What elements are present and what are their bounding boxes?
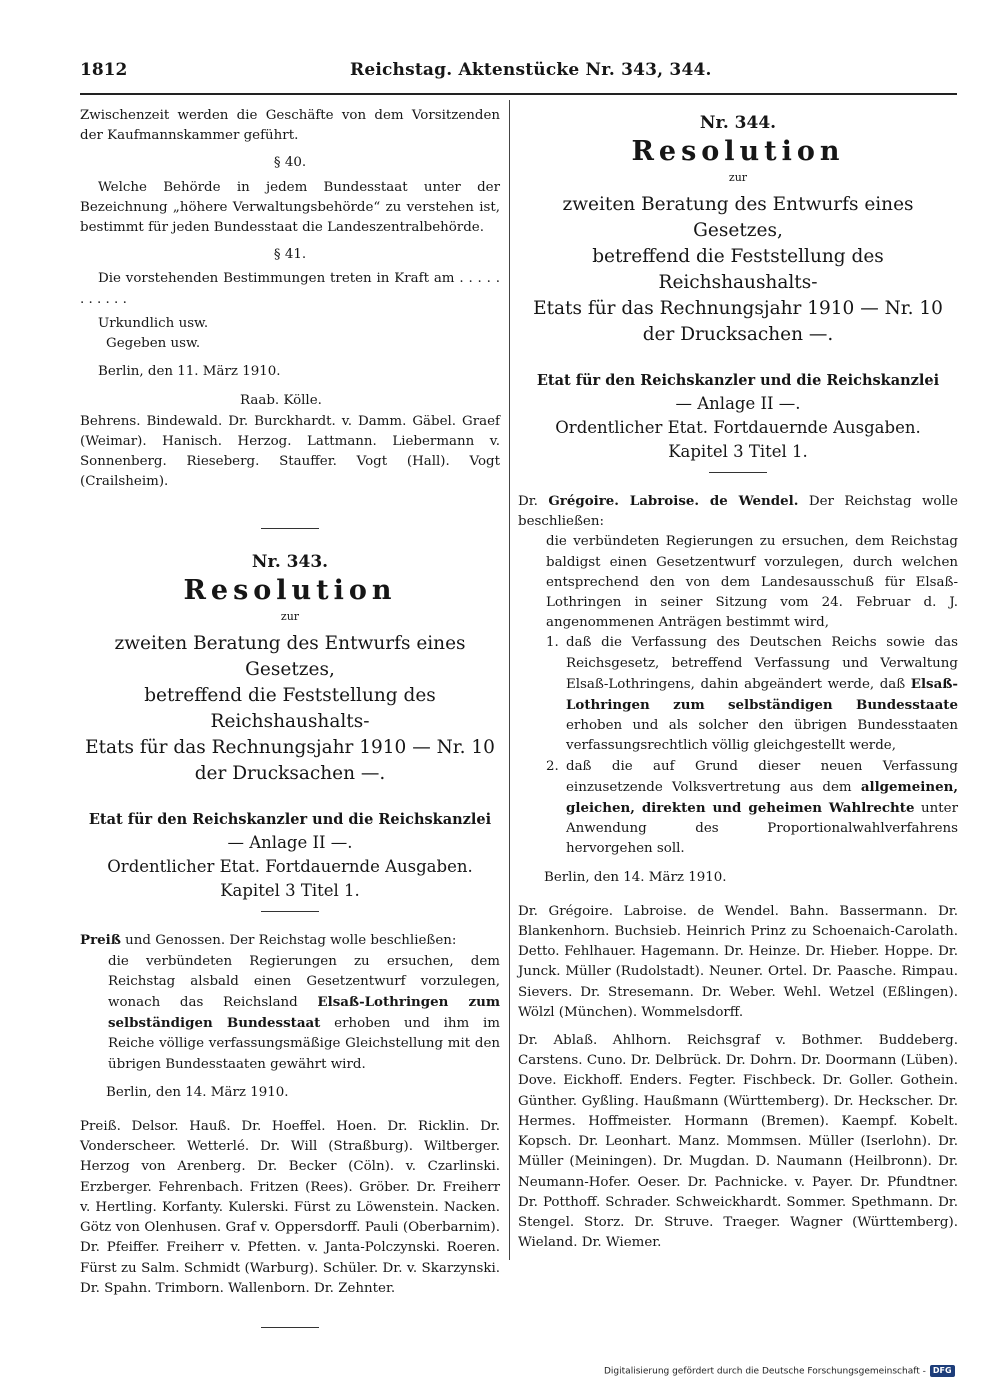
motion-item-1 (546, 633, 958, 756)
closing-formula-2: Gegeben usw. (106, 336, 201, 352)
separator-rule (261, 911, 319, 912)
section-40-text: Welche Behörde in jedem Bundesstaat unter der Bezeichnung „höhere Verwaltungsbehörde“ zu verstehen ist, bestimmt für jeden Bundesstaat die Landeszentralbehörde. (80, 179, 500, 236)
zur-label: zur (728, 171, 748, 184)
page-header (80, 60, 712, 86)
mover-rest: und Genossen. Der Reichstag wolle beschließen: (120, 933, 457, 949)
subject-line-2: betreffend die Feststellung des Reichshaushalts- (592, 246, 884, 293)
subject-line-2: betreffend die Feststellung des Reichshaushalts- (144, 685, 436, 733)
item-emphasis: allgemeinen, gleichen, direkten und geheimen Wahlrechte (566, 778, 958, 817)
section-41-text: Die vorstehenden Bestimmungen treten in Kraft am . . . . . . . . . . . (80, 271, 500, 307)
item-text-part: erhoben und als solcher den übrigen Bundesstaaten verfassungsrechtlich völlig gleichgestellt werde, (566, 718, 958, 754)
credit-text: Digitalisierung gefördert durch die Deutsche Forschungsgemeinschaft - (604, 1366, 926, 1377)
budget-heading: Etat für den Reichskanzler und die Reichskanzlei (88, 811, 492, 829)
motion-text (108, 952, 500, 1075)
motion-intro: die verbündeten Regierungen zu ersuchen, dem Reichstag baldigst einen Gesetzentwurf vorzulegen, durch welchen entsprechend den von dem Landesausschuß für Elsaß-Lothringen in seiner Sitzung vom 24. Februar d. J. angenommenen Anträgen bestimmt wird, (546, 534, 958, 631)
closing-formula-1: Urkundlich usw. (98, 315, 209, 331)
header-rule (80, 93, 957, 95)
digitization-credit (604, 1365, 955, 1377)
annex-label: — Anlage II —. (227, 833, 353, 853)
motion-mover (80, 930, 500, 951)
running-head: Reichstag. Aktenstücke Nr. 343, 344. (350, 60, 712, 80)
dateline: Berlin, den 14. März 1910. (544, 869, 727, 885)
signatory-list: Dr. Grégoire. Labroise. de Wendel. Bahn. Bassermann. Dr. Blankenhorn. Buchsieb. Heinrich Prinz zu Schoenaich-Carolath. Detto. Fehlhauer. Hagemann. Dr. Heinze. Dr. Hieber. Hoppe. Dr. Junck. Müller (Rudolstadt). Neuner. Ortel. Dr. Paasche. Rimpau. Sievers. Dr. Stresemann. Dr. Weber. Wehl. Wetzel (Eßlingen). Wölzl (München). Wommelsdorff. (518, 903, 958, 1020)
list-number: 2. (546, 758, 559, 774)
item-text-part: daß die auf Grund dieser neuen Verfassung einzusetzende Volksvertretung aus dem (566, 758, 958, 795)
subject-line-4: der Drucksachen —. (194, 763, 386, 785)
resolution-title: Resolution (631, 136, 845, 167)
item-emphasis: Elsaß-Lothringen zum selbständigen Bundesstaate (566, 675, 958, 714)
zur-label: zur (280, 610, 300, 624)
dateline: Berlin, den 11. März 1910. (98, 364, 281, 380)
budget-heading: Etat für den Reichskanzler und die Reichskanzlei (536, 372, 940, 389)
item-text-part: daß die Verfassung des Deutschen Reichs sowie das Reichsgesetz, betreffend Verfassung und Verwaltung Elsaß-Lothringens, dahin abgeändert werde, daß (566, 635, 958, 692)
mover-title: Dr. (518, 494, 549, 509)
section-40-title: § 40. (273, 155, 307, 171)
resolution-title: Resolution (183, 575, 397, 607)
column-divider (509, 100, 510, 1260)
section-41-title: § 41. (273, 247, 307, 263)
subject-line-3: Etats für das Rechnungsjahr 1910 — Nr. 10 (533, 298, 943, 319)
separator-rule (261, 528, 319, 529)
mover-name: Grégoire. Labroise. de Wendel. (548, 493, 799, 509)
chapter-title: Kapitel 3 Titel 1. (220, 881, 360, 901)
mover-name: Preiß (80, 932, 121, 949)
dateline: Berlin, den 14. März 1910. (106, 1084, 289, 1100)
motion-text-part: erhoben und ihm im Reiche völlige verfassungsmäßige Gleichstellung mit den übrigen Bundesstaaten gewährt wird. (108, 1016, 500, 1072)
right-column (518, 106, 958, 1253)
motion-mover (518, 491, 958, 532)
mover-rest: Der Reichstag wolle beschließen: (518, 494, 958, 530)
document-number: Nr. 343. (251, 552, 329, 573)
chapter-title: Kapitel 3 Titel 1. (668, 442, 808, 461)
subject-line-1: zweiten Beratung des Entwurfs eines Gesetzes, (562, 194, 914, 241)
separator-rule (709, 472, 767, 473)
lead-signatories: Raab. Kölle. (240, 393, 322, 409)
subject-line-4: der Drucksachen —. (642, 324, 834, 345)
subject-line-3: Etats für das Rechnungsjahr 1910 — Nr. 10 (85, 737, 495, 759)
separator-rule (261, 1327, 319, 1328)
budget-line: Ordentlicher Etat. Fortdauernde Ausgaben. (107, 857, 473, 877)
signatory-list: Behrens. Bindewald. Dr. Burckhardt. v. Damm. Gäbel. Graef (Weimar). Hanisch. Herzog. Lattmann. Liebermann v. Sonnenberg. Rieseberg. Stauffer. Vogt (Hall). Vogt (Crailsheim). (80, 413, 500, 490)
signatory-list: Preiß. Delsor. Hauß. Dr. Hoeffel. Hoen. Dr. Ricklin. Dr. Vonderscheer. Wetterlé. Dr. Will (Straßburg). Wiltberger. Herzog von Arenberg. Dr. Becker (Cöln). v. Czarlinski. Erzberger. Fehrenbach. Fritzen (Rees). Gröber. Dr. Freiherr v. Hertling. Korfanty. Kulerski. Fürst zu Löwenstein. Nacken. Götz von Olenhusen. Graf v. Oppersdorff. Pauli (Oberbarnim). Dr. Pfeiffer. Freiherr v. Pfetten. v. Janta-Polczynski. Roeren. Fürst zu Salm. Schmidt (Warburg). Schüler. Dr. v. Skarzynski. Dr. Spahn. Trimborn. Wallenborn. Dr. Zehnter. (80, 1119, 500, 1296)
motion-list (546, 633, 958, 859)
page-number: 1812 (80, 60, 128, 80)
continuation-text: Zwischenzeit werden die Geschäfte von dem Vorsitzenden der Kaufmannskammer geführt. (80, 108, 500, 144)
motion-emphasis: Elsaß-Lothringen zum selbständigen Bundesstaat (108, 994, 500, 1032)
left-column (80, 106, 500, 1328)
subject-line-1: zweiten Beratung des Entwurfs eines Gesetzes, (114, 633, 466, 681)
dfg-logo: DFG (930, 1365, 955, 1377)
signatory-list: Dr. Ablaß. Ahlhorn. Reichsgraf v. Bothmer. Buddeberg. Carstens. Cuno. Dr. Delbrück. Dr. Dohrn. Dr. Doormann (Lüben). Dove. Eickhoff. Enders. Fegter. Fischbeck. Dr. Goller. Gothein. Günther. Gyßling. Haußmann (Württemberg). Dr. Heckscher. Dr. Hermes. Hoffmeister. Hormann (Bremen). Kaempf. Kobelt. Kopsch. Dr. Leonhart. Manz. Mommsen. Müller (Iserlohn). Dr. Müller (Meiningen). Dr. Mugdan. D. Naumann (Heilbronn). Dr. Neumann-Hofer. Oeser. Dr. Pachnicke. v. Payer. Dr. Pfundtner. Dr. Potthoff. Schrader. Schweickhardt. Sommer. Spethmann. Dr. Stengel. Storz. Dr. Struve. Traeger. Wagner (Württemberg). Wieland. Dr. Wiemer. (518, 1033, 958, 1251)
list-number: 1. (546, 635, 559, 651)
motion-item-2 (546, 757, 958, 860)
annex-label: — Anlage II —. (675, 394, 801, 413)
item-text-part: unter Anwendung des Proportionalwahlverfahrens hervorgehen soll. (566, 801, 958, 857)
motion-text-part: die verbündeten Regierungen zu ersuchen, dem Reichstag alsbald einen Gesetzentwurf vorzulegen, wonach das Reichsland (108, 953, 500, 1011)
budget-line: Ordentlicher Etat. Fortdauernde Ausgaben. (555, 418, 921, 437)
document-number: Nr. 344. (699, 113, 777, 133)
